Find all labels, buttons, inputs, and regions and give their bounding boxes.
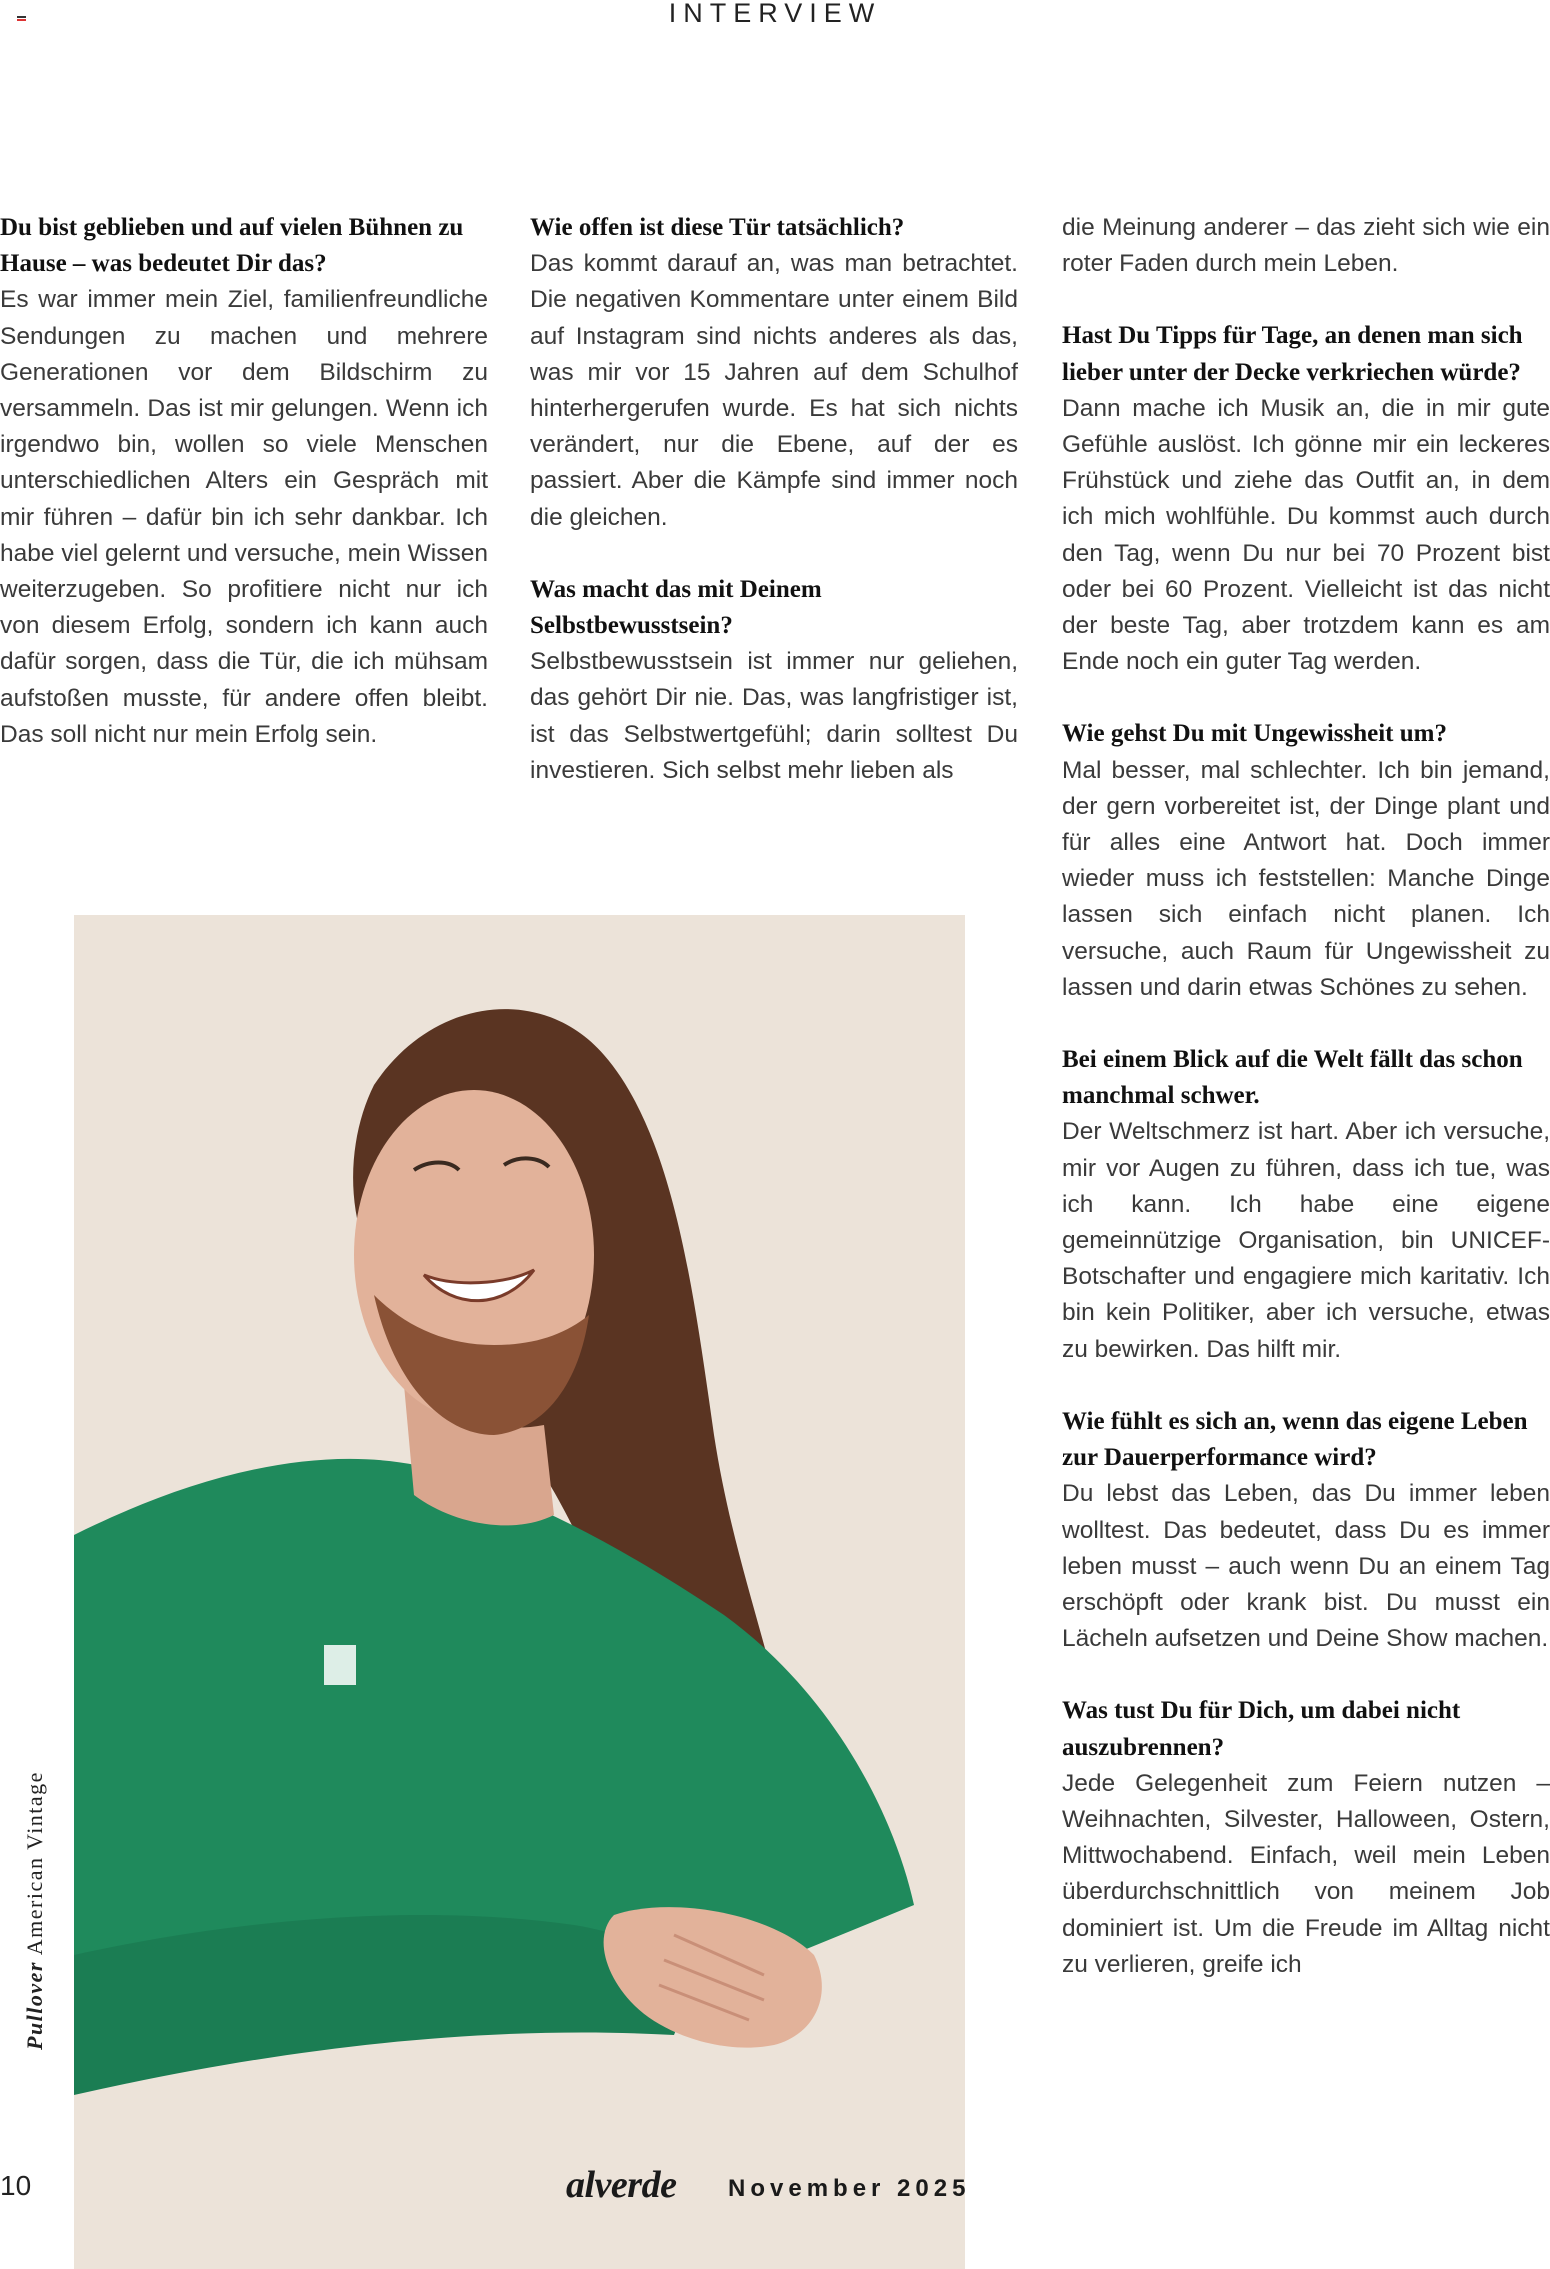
magazine-logo: alverde xyxy=(566,2164,677,2206)
interview-answer: Das kommt darauf an, was man betrachtet. Die negativen Kommentare unter einem Bild auf Instagram sind nichts anderes als das, was mir vor 15 Jahren auf dem Schulhof hinterhergerufen wurde. Es hat sich nichts verändert, nur die Ebene, auf der es passiert. Aber die Kämpfe sind immer noch die gleichen. xyxy=(530,250,1018,531)
qa-block xyxy=(530,210,1018,536)
interview-question: Was tust Du für Dich, um dabei nicht auszubrennen? xyxy=(1062,1697,1461,1761)
interview-question: Hast Du Tipps für Tage, an denen man sich lieber unter der Decke verkriechen würde? xyxy=(1062,322,1523,386)
interview-answer: Jede Gelegenheit zum Feiern nutzen – Weihnachten, Silvester, Halloween, Ostern, Mittwochabend. Einfach, weil mein Leben überdurchschnittlich von meinem Job dominiert ist. Um die Freude im Alltag nicht zu verlieren, greife ich xyxy=(1062,1769,1550,1978)
qa-block xyxy=(1062,1042,1550,1368)
interview-answer: Dann mache ich Musik an, die in mir gute Gefühle auslöst. Ich gönne mir ein leckeres Frühstück und ziehe das Outfit an, in dem ich mich wohlfühle. Du kommst auch durch den Tag, wenn Du nur bei 70 Prozent bist oder bei 60 Prozent. Vielleicht ist das nicht der beste Tag, aber trotzdem kann es am Ende noch ein guter Tag werden. xyxy=(1062,394,1550,676)
qa-block xyxy=(1062,1693,1550,1983)
interview-answer: Es war immer mein Ziel, familienfreundliche Sendungen zu machen und mehrere Generationen vor dem Bildschirm zu versammeln. Das ist mir gelungen. Wenn ich irgendwo bin, wollen so viele Menschen unterschiedlichen Alters ein Gespräch mit mir führen – dafür bin ich sehr dankbar. Ich habe viel gelernt und versuche, mein Wissen weiterzugeben. So profitiere nicht nur ich von diesem Erfolg, sondern ich kann auch dafür sorgen, dass die Tür, die ich mühsam aufstoßen musste, für andere offen bleibt. Das soll nicht nur mein Erfolg sein. xyxy=(0,286,488,748)
qa-block xyxy=(1062,318,1550,680)
interview-question: Du bist geblieben und auf vielen Bühnen zu Hause – was bedeutet Dir das? xyxy=(0,214,464,278)
section-title: INTERVIEW xyxy=(668,0,882,28)
article-column-3 xyxy=(1062,210,1550,2019)
interview-answer: Du lebst das Leben, das Du immer leben wolltest. Das bedeutet, dass Du es immer leben musst – auch wenn Du an einem Tag erschöpft oder krank bist. Du musst ein Lächeln aufsetzen und Deine Show machen. xyxy=(1062,1480,1550,1653)
portrait-photo xyxy=(74,915,965,2269)
qa-block xyxy=(1062,716,1550,1006)
interview-answer: Selbstbewusstsein ist immer nur geliehen, das gehört Dir nie. Das, was langfristiger ist, ist das Selbstwertgefühl; darin solltest Du investieren. Sich selbst mehr lieben als xyxy=(530,648,1018,784)
qa-block xyxy=(530,572,1018,789)
qa-block xyxy=(0,210,488,753)
credit-brand: American Vintage xyxy=(22,1771,47,1956)
continued-paragraph: die Meinung anderer – das zieht sich wie ein roter Faden durch mein Leben. xyxy=(1062,214,1550,278)
article-column-2 xyxy=(530,210,1018,825)
interview-question: Bei einem Blick auf die Welt fällt das schon manchmal schwer. xyxy=(1062,1046,1523,1110)
photo-credit xyxy=(22,1771,48,2050)
interview-answer: Mal besser, mal schlechter. Ich bin jemand, der gern vorbereitet ist, der Dinge plant und für alles eine Antwort hat. Doch immer wieder muss ich feststellen: Manche Dinge lassen sich einfach nicht planen. Ich versuche, auch Raum für Ungewissheit zu lassen und darin etwas Schönes zu sehen. xyxy=(1062,756,1550,1001)
article-column-1 xyxy=(0,210,488,789)
interview-answer: Der Weltschmerz ist hart. Aber ich versuche, mir vor Augen zu führen, dass ich tue, was ich kann. Ich habe eine eigene gemeinnützige Organisation, bin UNICEF-Botschafter und engagiere mich karitativ. Ich bin kein Politiker, aber ich versuche, etwas zu bewirken. Das hilft mir. xyxy=(1062,1118,1550,1363)
interview-question: Wie gehst Du mit Ungewissheit um? xyxy=(1062,720,1447,748)
credit-item: Pullover xyxy=(22,1961,47,2050)
interview-question: Wie offen ist diese Tür tatsächlich? xyxy=(530,214,905,241)
page-number: 10 xyxy=(0,2170,32,2201)
qa-block xyxy=(1062,1404,1550,1657)
portrait-illustration xyxy=(74,915,965,2269)
issue-date: November 2025 xyxy=(728,2175,971,2202)
interview-question: Was macht das mit Deinem Selbstbewusstsein? xyxy=(530,575,822,640)
interview-question: Wie fühlt es sich an, wenn das eigene Leben zur Dauerperformance wird? xyxy=(1062,1407,1528,1472)
